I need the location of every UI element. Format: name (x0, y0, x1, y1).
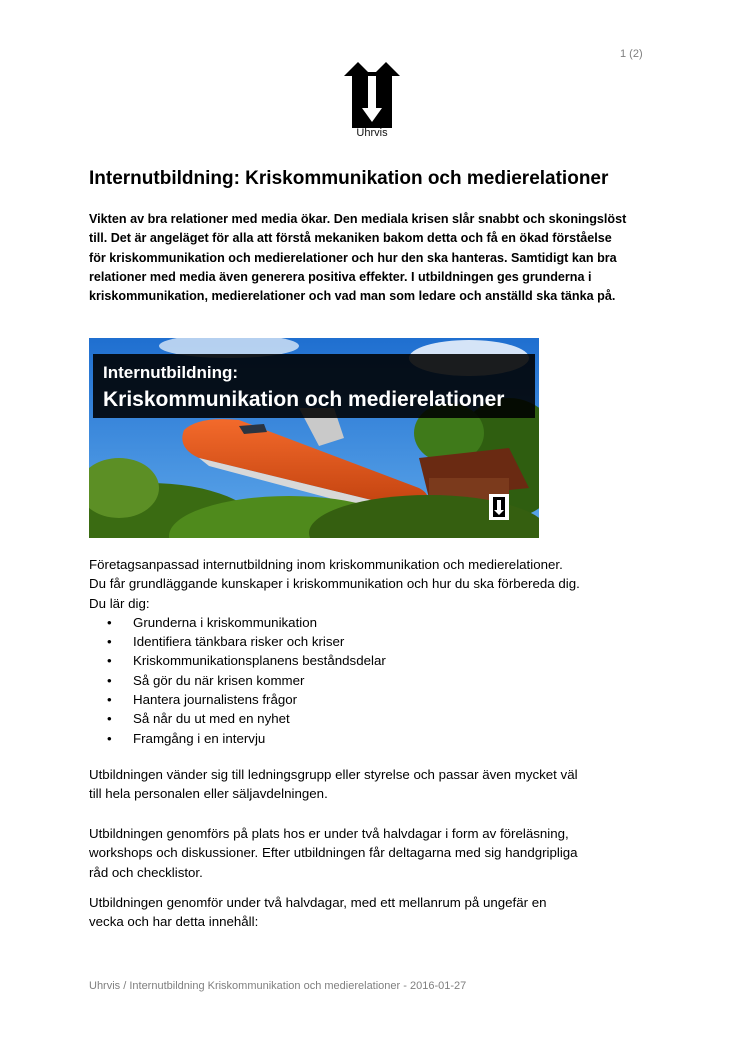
paragraph-line: vecka och har detta innehåll: (89, 914, 259, 930)
up-down-arrows-icon (344, 62, 400, 128)
learn-list (89, 613, 649, 748)
paragraph-schedule (89, 893, 649, 932)
list-item: • Så gör du när krisen kommer (133, 671, 649, 690)
paragraph-line: råd och checklistor. (89, 864, 203, 880)
intro-line: Företagsanpassad internutbildning inom kriskommunikation och medierelationer. (89, 557, 563, 572)
list-item: • Så når du ut med en nyhet (133, 709, 649, 728)
intro-section (89, 555, 649, 748)
list-item: • Kriskommunikationsplanens beståndsdelar (133, 651, 649, 670)
list-item: • Framgång i en intervju (133, 729, 649, 748)
uhrvis-logo (338, 62, 406, 144)
list-item: • Grunderna i kriskommunikation (133, 613, 649, 632)
banner-line1: Internutbildning: (103, 363, 239, 382)
banner-line2: Kriskommunikation och medierelationer (103, 388, 505, 411)
banner-image (89, 338, 539, 538)
paragraph-format (89, 824, 649, 882)
list-item: • Identifiera tänkbara risker och kriser (133, 632, 649, 651)
banner-logo-icon (489, 494, 509, 520)
page-footer: Uhrvis / Internutbildning Kriskommunikation och medierelationer - 2016-01-27 (89, 980, 467, 992)
intro-line: Du lär dig: (89, 595, 150, 611)
lead-paragraph: Vikten av bra relationer med media ökar. Den mediala krisen slår snabbt och skoningslöst till. Det är angeläget för alla att förstå mekaniken bakom detta och få en ökad förståelse för kriskommunikation och medierelationer och hur den ska hanteras. Samtidigt kan bra relationer med media även generera positiva effekter. I utbildningen ges grunderna i kriskommunikation, medierelationer och vad man som ledare och anställd ska tänka på. (89, 212, 627, 304)
paragraph-line: Utbildningen genomförs på plats hos er under två halvdagar i form av föreläsning, (89, 826, 569, 841)
page-title: Internutbildning: Kriskommunikation och medierelationer (89, 168, 609, 189)
paragraph-audience (89, 765, 649, 804)
paragraph-line: till hela personalen eller säljavdelningen. (89, 786, 328, 802)
page-number: 1 (2) (620, 48, 643, 60)
paragraph-line: Utbildningen genomför under två halvdagar, med ett mellanrum på ungefär en (89, 895, 547, 910)
logo-text: Uhrvis (356, 127, 388, 139)
intro-line: Du får grundläggande kunskaper i kriskommunikation och hur du ska förbereda dig. (89, 576, 580, 592)
paragraph-line: Utbildningen vänder sig till ledningsgrupp eller styrelse och passar även mycket väl (89, 767, 578, 782)
paragraph-line: workshops och diskussioner. Efter utbildningen får deltagarna med sig handgripliga (89, 845, 578, 861)
list-item: • Hantera journalistens frågor (133, 690, 649, 709)
